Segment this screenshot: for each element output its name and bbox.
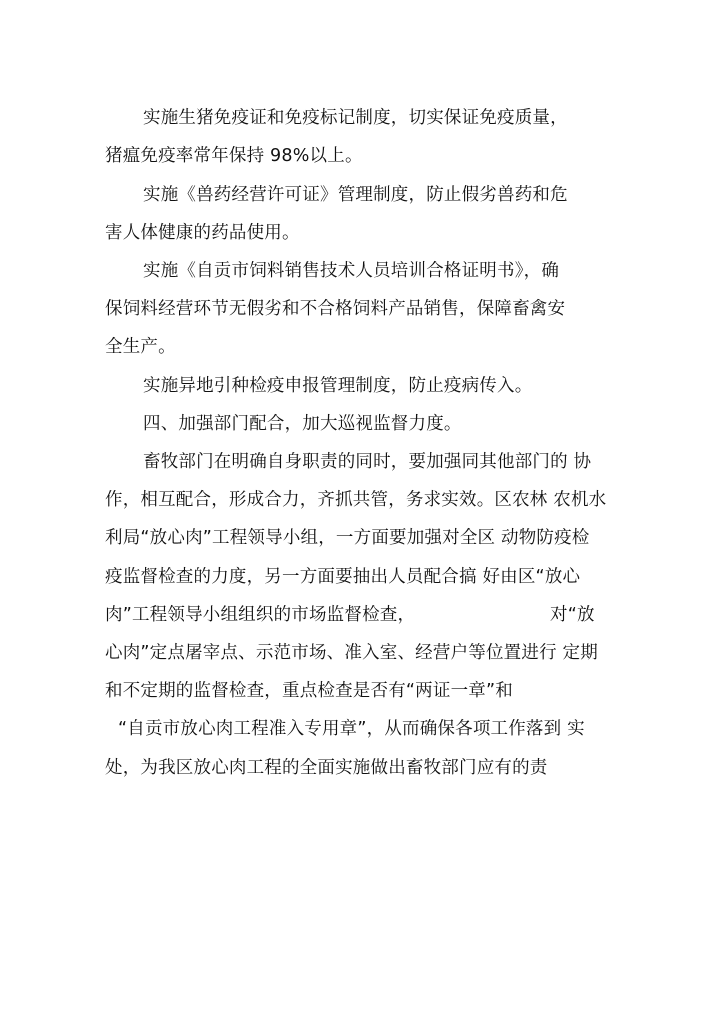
text-line: 实施《兽药经营许可证》管理制度，防止假劣兽药和危 — [143, 185, 568, 205]
text-line: 处，为我区放心肉工程的全面实施做出畜牧部门应有的责 — [105, 758, 548, 778]
text-line: 作，相互配合，形成合力，齐抓共管，务求实效。区农林 农机水 — [105, 490, 607, 510]
text-line: “自贡市放心肉工程准入专用章”，从而确保各项工作落到 实 — [118, 719, 585, 739]
text-line: 肉”工程领导小组组织的市场监督检查， — [105, 605, 416, 625]
text-line-fragment: 对“放 — [550, 605, 595, 625]
text-line: 疫监督检查的力度，另一方面要抽出人员配合搞 好由区“放心 — [105, 567, 581, 587]
text-line: 猪瘟免疫率常年保持 98%以上。 — [105, 146, 363, 166]
text-line: 害人体健康的药品使用。 — [105, 223, 300, 243]
text-line: 实施异地引种检疫申报管理制度，防止疫病传入。 — [143, 376, 533, 396]
text-line: 保饲料经营环节无假劣和不合格饲料产品销售，保障畜禽安 — [105, 299, 566, 319]
text-line: 心肉”定点屠宰点、示范市场、准入室、经营户等位置进行 定期 — [105, 643, 598, 663]
text-line: 全生产。 — [105, 337, 176, 357]
text-line: 畜牧部门在明确自身职责的同时，要加强同其他部门的 协 — [143, 452, 592, 472]
text-line: 利局“放心肉”工程领导小组，一方面要加强对全区 动物防疫检 — [105, 528, 590, 548]
text-line: 和不定期的监督检查，重点检查是否有“两证一章”和 — [105, 681, 513, 701]
section-heading: 四、加强部门配合，加大巡视监督力度。 — [143, 414, 462, 434]
text-line: 实施生猪免疫证和免疫标记制度，切实保证免疫质量， — [143, 108, 568, 128]
text-line: 实施《自贡市饲料销售技术人员培训合格证明书》，确 — [143, 261, 560, 281]
